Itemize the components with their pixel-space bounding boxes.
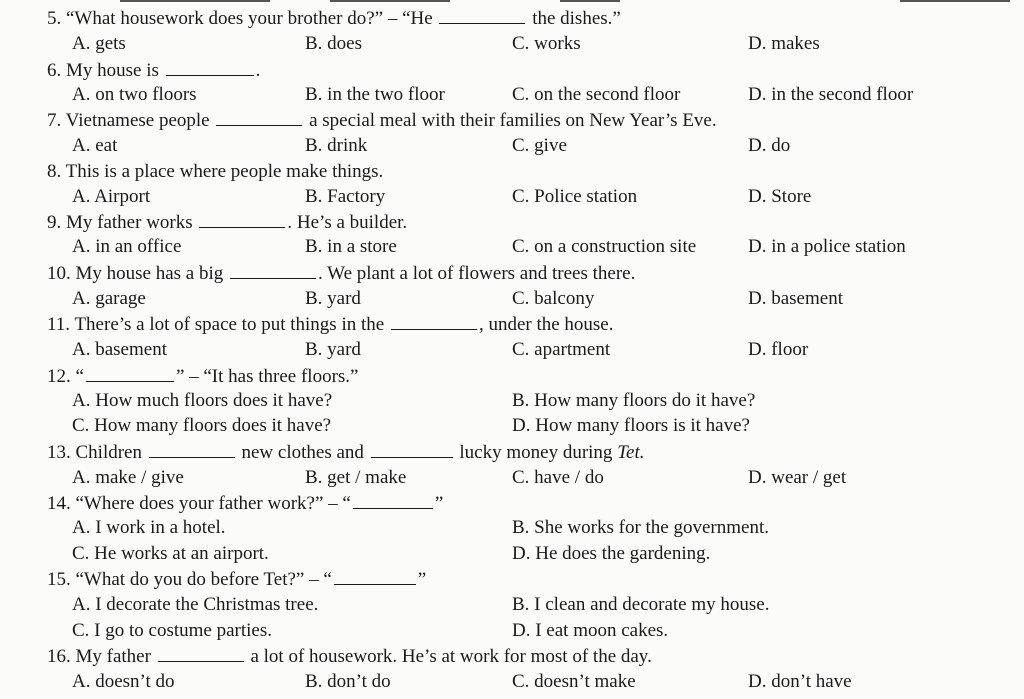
options-12-row1 (0, 388, 1024, 413)
options-7 (0, 133, 1024, 158)
option-7a: A. eat (72, 135, 118, 156)
option-14c: C. He works at an airport. (72, 543, 269, 564)
options-12-row2 (0, 413, 1024, 438)
option-15d: D. I eat moon cakes. (512, 620, 669, 641)
options-11 (0, 337, 1024, 362)
option-11c: C. apartment (512, 339, 611, 360)
option-15a: A. I decorate the Christmas tree. (72, 594, 319, 615)
option-12b: B. How many floors do it have? (512, 390, 756, 411)
option-15c: C. I go to costume parties. (72, 620, 272, 641)
option-9d: D. in a police station (748, 236, 906, 257)
cut-off-previous-line (0, 0, 1024, 4)
question-13: 13. Children new clothes and lucky money during Tet. (0, 439, 1024, 464)
option-16b: B. don’t do (305, 671, 391, 692)
option-7b: B. drink (305, 135, 368, 156)
question-14: 14. “Where does your father work?” – “ ” (0, 490, 1024, 515)
option-6d: D. in the second floor (748, 84, 914, 105)
option-8b: B. Factory (305, 186, 386, 207)
option-14b: B. She works for the government. (512, 517, 769, 538)
option-6c: C. on the second floor (512, 84, 681, 105)
option-10b: B. yard (305, 288, 361, 309)
option-10a: A. garage (72, 288, 146, 309)
option-5c: C. works (512, 33, 581, 54)
question-8: 8. This is a place where people make things. (47, 161, 384, 182)
option-11a: A. basement (72, 339, 167, 360)
option-11d: D. floor (748, 339, 809, 360)
option-5b: B. does (305, 33, 362, 54)
options-6 (0, 82, 1024, 107)
options-15-row2 (0, 618, 1024, 643)
option-13d: D. wear / get (748, 467, 847, 488)
options-10 (0, 286, 1024, 311)
option-8a: A. Airport (72, 186, 151, 207)
option-13c: C. have / do (512, 467, 604, 488)
option-5a: A. gets (72, 33, 126, 54)
option-8c: C. Police station (512, 186, 638, 207)
options-14-row2 (0, 541, 1024, 566)
option-13b: B. get / make (305, 467, 407, 488)
options-13 (0, 465, 1024, 490)
option-6b: B. in the two floor (305, 84, 445, 105)
option-14d: D. He does the gardening. (512, 543, 711, 564)
question-15: 15. “What do you do before Tet?” – “ ” (0, 566, 1024, 591)
options-9 (0, 234, 1024, 259)
option-10c: C. balcony (512, 288, 595, 309)
question-10: 10. My house has a big . We plant a lot of flowers and trees there. (0, 260, 1024, 285)
option-16d: D. don’t have (748, 671, 852, 692)
question-9: 9. My father works . He’s a builder. (0, 209, 1024, 234)
question-16: 16. My father a lot of housework. He’s at work for most of the day. (0, 643, 1024, 668)
option-15b: B. I clean and decorate my house. (512, 594, 770, 615)
option-7c: C. give (512, 135, 567, 156)
option-9b: B. in a store (305, 236, 397, 257)
option-6a: A. on two floors (72, 84, 197, 105)
option-7d: D. do (748, 135, 791, 156)
option-14a: A. I work in a hotel. (72, 517, 226, 538)
question-6: 6. My house is . (0, 57, 1024, 82)
option-12a: A. How much floors does it have? (72, 390, 333, 411)
option-10d: D. basement (748, 288, 843, 309)
options-16 (0, 669, 1024, 694)
option-5d: D. makes (748, 33, 820, 54)
option-9a: A. in an office (72, 236, 182, 257)
option-9c: C. on a construction site (512, 236, 697, 257)
question-12: 12. “ ” – “It has three floors.” (0, 363, 1024, 388)
options-5 (0, 31, 1024, 56)
option-16a: A. doesn’t do (72, 671, 175, 692)
question-5: 5. “What housework does your brother do?” – “He the dishes.” (0, 5, 1024, 30)
option-11b: B. yard (305, 339, 361, 360)
option-16c: C. doesn’t make (512, 671, 636, 692)
options-14-row1 (0, 515, 1024, 540)
options-8 (0, 184, 1024, 209)
option-12d: D. How many floors is it have? (512, 415, 750, 436)
option-13a: A. make / give (72, 467, 184, 488)
question-7: 7. Vietnamese people a special meal with their families on New Year’s Eve. (0, 107, 1024, 132)
option-12c: C. How many floors does it have? (72, 415, 332, 436)
option-8d: D. Store (748, 186, 812, 207)
question-11: 11. There’s a lot of space to put things in the , under the house. (0, 311, 1024, 336)
options-15-row1 (0, 592, 1024, 617)
